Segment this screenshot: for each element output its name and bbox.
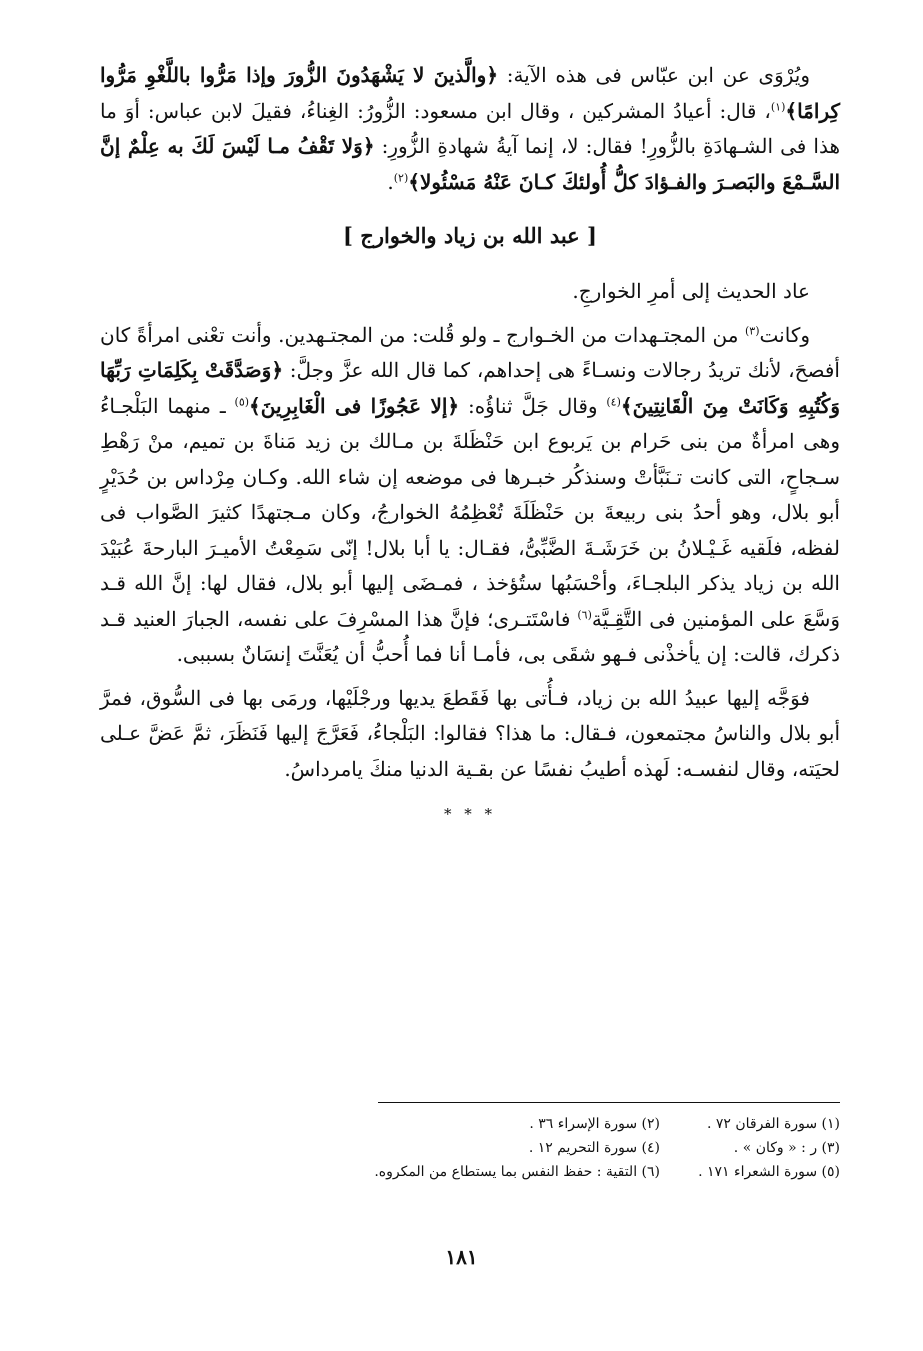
footnote-ref-3[interactable]: (٣) — [745, 323, 760, 337]
footnote-ref-2[interactable]: (٢) — [393, 170, 409, 184]
paragraph-2: عاد الحديث إلى أمرِ الخوارجِ. — [572, 279, 810, 303]
section-separator: * * * — [443, 805, 497, 823]
paragraph-3-text-d: ـ منهما البَلْجـاءُ وهى امرأةٌ من بنى حَرام بن يَربوع ابن حَنْظَلةَ بن مـالك بن زيد مَناةَ بن تميم، منْ رَهْطِ سـجاحٍ، التى كانت تـنَبَّأتْ وسنذكُر خبـرها فى موضعه إن شاء الله. وكـان مِرْداس بن حُدَيْرٍ أبو بلال، وهو أحدُ بنى ربيعةَ بن حَنْظَلَةَ تُعْظِمُهُ الخوارجُ، وكان مـجتهدًا كثيرَ الصَّواب فى لفظه، فلَقيه غَـيْـلانُ بن خَرَشَـةَ الضَّبِّىُّ، فقـال: يا أبا بلال! إنّى سَمِعْتُ الأميـرَ البارحةَ عُبَيْدَ الله بن زياد يذكر البلجـاءَ، وأحْسَبُها ستُؤخذ ، فمـضَى إليها أبو بلال، فقال لها: إنَّ الله قـد وَسَّعَ على المؤمنين فى التَّقِـيَّة — [100, 393, 841, 631]
paragraph-1 — [100, 58, 840, 200]
paragraph-3 — [100, 318, 840, 673]
footnote-row — [100, 1112, 840, 1136]
paragraph-3-text-b: من المجتـهدات من الخـوارج ـ ولو قُلت: من المجتـهدين. وأنت تعْنى امرأةً كان أفصحَ، لأنك تريدُ رجالات ونسـاءً هى إحداهم، كما قال الله عزَّ وجلَّ: — [100, 322, 840, 382]
footnotes — [100, 1112, 840, 1184]
footnote-4: (٤) سورة التحريم ١٢ . — [528, 1140, 660, 1156]
paragraph-1-end: . — [387, 169, 394, 194]
paragraph-1-text: ويُرْوَى عن ابن عبّاس فى هذه الآية: — [498, 63, 810, 87]
footnote-ref-6[interactable]: (٦) — [577, 607, 592, 621]
footnote-ref-1[interactable]: (١) — [770, 99, 786, 113]
footnote-1: (١) سورة الفرقان ٧٢ . — [706, 1116, 840, 1132]
quran-quote-4: ﴿وَصَدَّقَتْ بِكَلِمَاتِ رَبِّهَا وَكُتُبِهِ وَكَانَتْ مِنَ الْقَانِتِينَ﴾ — [100, 358, 840, 418]
main-text — [100, 58, 840, 823]
section-heading: [ عبد الله بن زياد والخوارج ] — [343, 223, 597, 248]
paragraph-3-text-c: وقال جَلَّ ثناؤُه: — [459, 393, 607, 418]
quran-quote-5: ﴿إلا عَجُوزًا فى الْغَابِرِينَ﴾ — [249, 393, 460, 418]
paragraph-3-text: وكانت — [759, 322, 810, 347]
footnote-5: (٥) سورة الشعراء ١٧١ . — [698, 1164, 840, 1180]
quran-quote-1: ﴿والَّذينَ لا يَشْهَدُونَ الزُّورَ وإذا مَرُّوا باللَّغْوِ مَرُّوا كِرامًا﴾ — [100, 63, 840, 123]
quran-quote-2: ﴿وَلا تَقْفُ مـا لَيْسَ لَكَ به عِلْمٌ إنَّ السَّـمْعَ والبَصـرَ والفـؤادَ كلُّ أُولئكَ كـانَ عَنْهُ مَسْئُولا﴾ — [100, 134, 840, 194]
paragraph-1-text-b: ، قال: أعيادُ المشركين ، وقال ابن مسعود: الزُّورُ: الغِناءُ، فقيلَ لابن عباس: أوَ ما هذا فى الشـهادَةِ بالزُّورِ! فقال: لا، إنما آيةُ شهادةِ الزُّورِ: — [100, 98, 840, 158]
footnote-2: (٢) سورة الإسراء ٣٦ . — [529, 1116, 660, 1132]
footnote-divider — [378, 1102, 840, 1103]
footnote-row — [100, 1136, 840, 1160]
paragraph-4: فوَجَّه إليها عبيدُ الله بن زياد، فـأُتى بها فَقَطعَ يديها ورجْلَيْها، ورمَى بها فى السُّوق، فمرَّ أبو بلال والناسُ مجتمعون، فـقال: ما هذا؟ فقالوا: البَلْجاءُ، فَعَرَّجَ إليها فَنَظَرَ، ثمَّ عَضَّ عـلى لحيَته، وقال لنفسـه: لَهذه أطيبُ نفسًا عن بقـية الدنيا منكَ يامرداسُ. — [100, 685, 840, 781]
footnote-row — [100, 1160, 840, 1184]
footnote-3: (٣) ر : « وكان » . — [733, 1140, 840, 1156]
footnote-6: (٦) التقية : حفظ النفس بما يستطاع من المكروه. — [374, 1164, 660, 1180]
page-number: ١٨١ — [445, 1245, 478, 1269]
footnote-ref-4[interactable]: (٤) — [606, 394, 621, 408]
paragraph-3-text-e: فاسْتَتـرى؛ فإنَّ هذا المسْرِفَ على نفسه، الجبارَ العنيد قـد ذكرك، قالت: إن يأخذْنى فـهو شقَى بى، فأمـا أنا فما أُحبُّ أن يُعَنَّتَ إنسَانٌ بسببى. — [100, 606, 840, 666]
footnote-ref-5[interactable]: (٥) — [234, 394, 250, 408]
